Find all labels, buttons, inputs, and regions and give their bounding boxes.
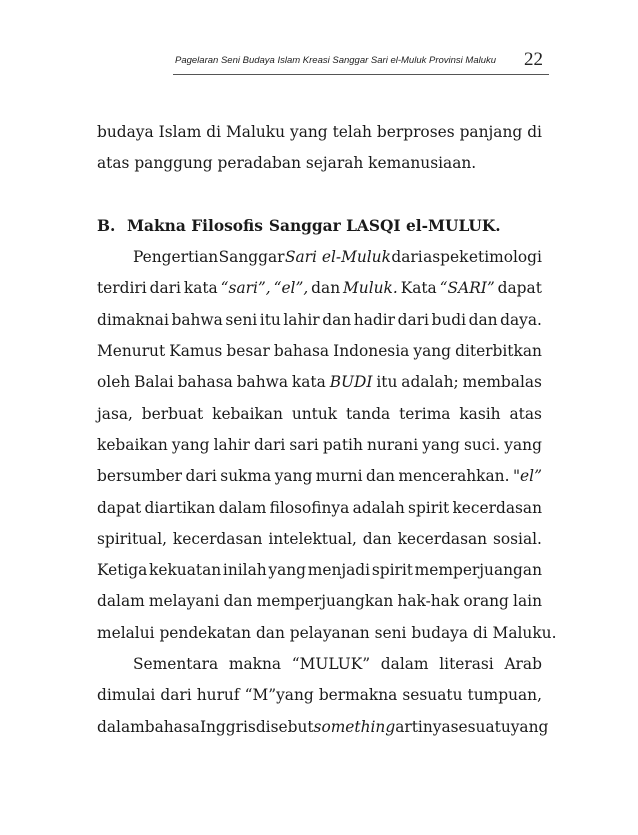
word: dalam: [380, 655, 429, 674]
word: yang: [268, 561, 307, 580]
paragraph-line: [97, 242, 542, 273]
word: kata: [183, 279, 218, 298]
paragraph-line: [97, 493, 542, 524]
word: Arab: [504, 655, 542, 674]
word: memperjuangkan: [256, 592, 394, 611]
word: Sanggar: [218, 248, 285, 267]
word: Menurut: [97, 342, 166, 361]
word: menjadi: [307, 561, 371, 580]
section-title: Sanggar LASQI el-MULUK.: [268, 216, 501, 235]
paragraph-line: [97, 555, 542, 586]
line-text: atas panggung peradaban sejarah kemanusiaan.: [97, 154, 477, 173]
paragraph-line: [97, 367, 542, 398]
word: Inggris: [199, 717, 256, 736]
paragraph-line: [97, 305, 542, 336]
word: dapat: [97, 498, 142, 517]
word: bahwa: [171, 310, 223, 329]
word: Islam: [158, 123, 202, 141]
word: mencerahkan.: [398, 467, 510, 486]
word: dari: [160, 686, 192, 705]
word: budaya: [97, 123, 154, 141]
word: melayani: [148, 592, 220, 611]
word: kecerdasan: [172, 529, 263, 548]
word: huruf: [196, 686, 240, 705]
word: dari: [253, 435, 286, 454]
word: telah: [332, 123, 372, 141]
word: tanda: [345, 404, 391, 423]
word: intelektual,: [268, 529, 357, 548]
word: dari: [185, 467, 217, 486]
word: dan: [223, 592, 253, 611]
word: dapat: [497, 279, 542, 298]
word: yang: [510, 717, 549, 736]
word: dalam: [218, 498, 267, 517]
line-text: melalui pendekatan dan pelayanan seni budaya di Maluku.: [97, 623, 557, 642]
word: dimulai: [97, 686, 156, 705]
paragraph-line: [97, 117, 542, 148]
word: bahwa: [236, 373, 288, 392]
word: yang: [413, 342, 452, 361]
section-title: Makna Filosofis: [127, 216, 263, 235]
header-title: Pagelaran Seni Budaya Islam Kreasi Sanggar Sari el-Muluk Provinsi Maluku: [175, 55, 497, 66]
paragraph-line: [97, 680, 542, 711]
word: Sari el-Muluk: [284, 248, 391, 267]
word: spirit: [371, 561, 413, 580]
word: nurani: [366, 435, 419, 454]
word: kebaikan: [97, 435, 168, 454]
word: Pengertian: [133, 248, 219, 267]
blank-line: [97, 180, 542, 211]
word: sari: [289, 435, 319, 454]
running-header: [0, 50, 638, 72]
paragraph-line: [97, 524, 542, 555]
word: “M”yang: [244, 686, 314, 705]
word: Indonesia: [333, 342, 410, 361]
word: inilah: [222, 561, 267, 580]
word: dimaknai: [97, 310, 169, 329]
word: lahir: [283, 310, 320, 329]
word: adalah: [352, 498, 405, 517]
word: etimologi: [468, 248, 542, 267]
word: itu: [259, 310, 281, 329]
word: dan: [468, 310, 498, 329]
page-number: 22: [524, 49, 543, 70]
word: dari: [391, 248, 423, 267]
word: Muluk.: [343, 279, 398, 298]
word: besar: [226, 342, 270, 361]
word: kasih: [459, 404, 501, 423]
paragraph-line: [97, 148, 542, 179]
word: terima: [399, 404, 451, 423]
word: yang: [171, 435, 210, 454]
word: Kata: [400, 279, 437, 298]
word: diartikan: [144, 498, 216, 517]
word: lain: [513, 592, 542, 611]
word: sesuatu: [402, 686, 463, 705]
word: budi: [431, 310, 467, 329]
word: “MULUK”: [291, 655, 371, 674]
word: di: [527, 123, 542, 141]
word: bermakna: [318, 686, 398, 705]
header-rule: [173, 74, 549, 75]
word: yang: [422, 435, 460, 454]
word: dan: [322, 310, 352, 329]
word: yang: [504, 435, 542, 454]
word: bahasa: [273, 342, 330, 361]
word: something: [313, 717, 396, 736]
word: memperjuangan: [414, 561, 542, 580]
word: bahasa: [177, 373, 233, 392]
paragraph-line: [97, 586, 542, 617]
word: artinya: [395, 717, 451, 736]
word: terdiri: [97, 279, 147, 298]
word: murni: [315, 467, 363, 486]
word: diterbitkan: [455, 342, 542, 361]
word: patih: [322, 435, 363, 454]
word: kata: [291, 373, 326, 392]
paragraph-line: [97, 461, 542, 492]
word: yang: [290, 123, 328, 141]
word: di: [206, 123, 222, 141]
word: yang: [274, 467, 313, 486]
word: membalas: [462, 373, 542, 392]
word: Ketiga: [97, 561, 148, 580]
word: disebut: [255, 717, 314, 736]
word: daya.: [500, 310, 542, 329]
word: makna: [228, 655, 282, 674]
paragraph-line: [97, 649, 542, 680]
word: berproses: [376, 123, 455, 141]
paragraph-line: [97, 430, 542, 461]
word: aspek: [423, 248, 469, 267]
word: panjang: [459, 123, 523, 141]
word: dan: [365, 467, 395, 486]
word: Sementara: [133, 655, 219, 674]
word: orang: [463, 592, 509, 611]
word: kecerdasan: [397, 529, 488, 548]
word: filosofinya: [269, 498, 350, 517]
word: dalam: [97, 592, 145, 611]
word: adalah;: [401, 373, 459, 392]
paragraph-line: [97, 399, 542, 430]
word: dan: [362, 529, 392, 548]
word: dalam: [97, 717, 145, 736]
word: itu: [376, 373, 398, 392]
word: dan: [311, 279, 341, 298]
word: atas: [509, 404, 542, 423]
body-text: [97, 117, 557, 743]
word: hadir: [353, 310, 396, 329]
word: kecerdasan: [452, 498, 542, 517]
section-number: B.: [97, 216, 116, 235]
word: tumpuan,: [467, 686, 542, 705]
word: kekuatan: [149, 561, 222, 580]
word: untuk: [291, 404, 338, 423]
word: sesuatu: [450, 717, 511, 736]
word: dari: [149, 279, 181, 298]
word: sukma: [220, 467, 272, 486]
word: dari: [397, 310, 429, 329]
word: jasa,: [97, 404, 133, 423]
word: kebaikan: [212, 404, 283, 423]
word: Kamus: [169, 342, 223, 361]
paragraph-line: [97, 712, 549, 743]
word: suci.: [463, 435, 501, 454]
word: “SARI”: [439, 279, 495, 298]
word: Balai: [134, 373, 174, 392]
word: oleh: [97, 373, 131, 392]
paragraph-line: [97, 618, 557, 649]
word: spiritual,: [97, 529, 168, 548]
section-heading: [97, 211, 542, 242]
word: BUDI: [329, 373, 373, 392]
word: spirit: [408, 498, 450, 517]
word: “sari”,: [220, 279, 271, 298]
paragraph-line: [97, 336, 542, 367]
word: seni: [225, 310, 258, 329]
word: sosial.: [492, 529, 542, 548]
word: lahir: [213, 435, 250, 454]
word: Maluku: [226, 123, 286, 141]
word: bersumber: [97, 467, 183, 486]
word: “el”,: [273, 279, 309, 298]
word: literasi: [439, 655, 494, 674]
word: hak-hak: [397, 592, 460, 611]
word: "el”: [512, 467, 542, 486]
word: berbuat: [141, 404, 204, 423]
word: bahasa: [144, 717, 200, 736]
paragraph-line: [97, 273, 542, 304]
